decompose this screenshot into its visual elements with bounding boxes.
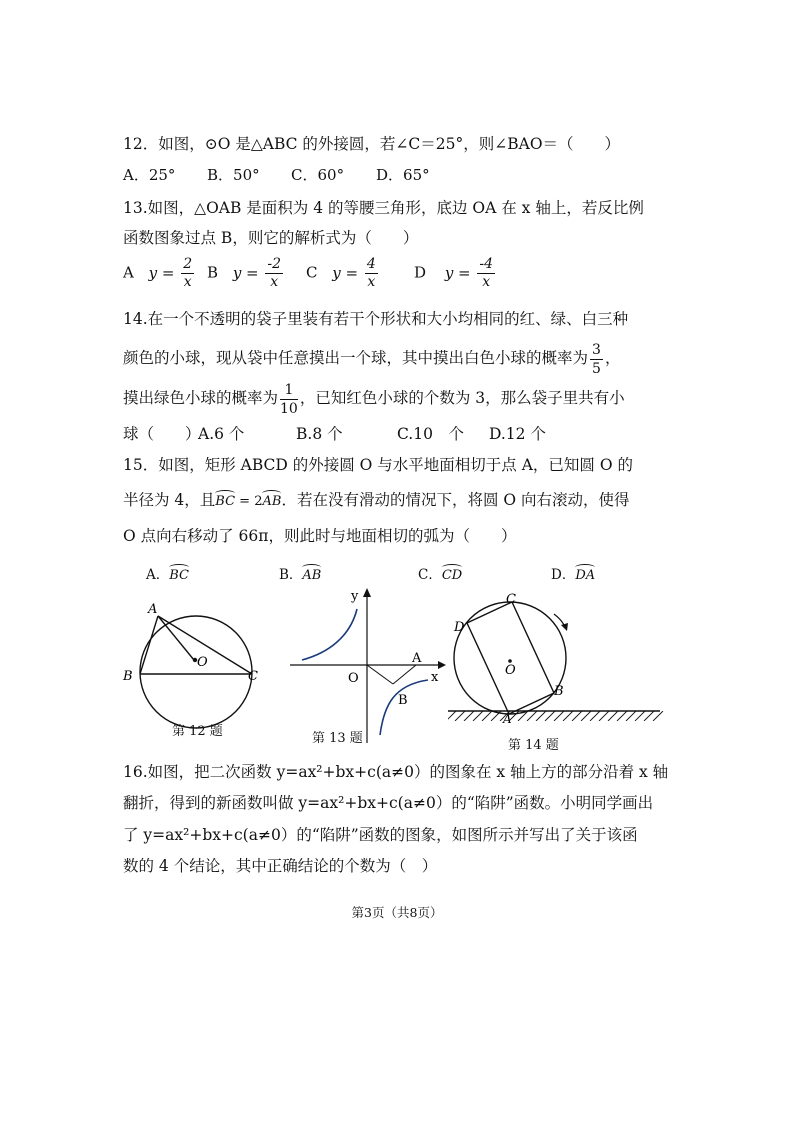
q13-option-c [306,256,380,291]
q13-option-b [207,256,285,291]
q14-line-2-text: 颜色的小球，现从袋中任意摸出一个球，其中摸出白色小球的概率为 [123,349,589,367]
fig14-label-b: B [554,684,564,699]
fig13-label-a: A [412,651,422,666]
q15-option-c [418,569,462,583]
q15-option-b [279,569,321,583]
fig14-caption: 第 14 题 [508,738,559,753]
fig13-curve-upper-left [302,609,357,660]
q15-line-3: O 点向右移动了 66π，则此时与地面相切的弧为（ ） [123,527,517,545]
q12-option-c: C．60° [291,166,345,184]
fig12-label-o: O [197,655,208,670]
q13-option-letter: B [207,263,219,282]
q15-option-arc: DA [575,568,596,583]
figure-13 [288,585,448,745]
fig12-circle [140,616,252,728]
fig14-rectangle [467,602,554,714]
q13-line-2: 函数图象过点 B，则它的解析式为（ ） [123,229,419,247]
page-footer: 第3页（共8页） [351,905,443,920]
fig13-label-b: B [398,693,408,708]
fig13-segment-ob [367,665,393,684]
q15-eq: = 2 [235,494,263,509]
q16-line-1: 16.如图，把二次函数 y=ax²+bx+c(a≠0）的图象在 x 轴上方的部分沿着 x 轴 [123,763,669,781]
q15-line-2 [123,493,630,509]
q14-line-1: 14.在一个不透明的袋子里装有若干个形状和大小均相同的红、绿、白三种 [123,310,629,328]
q12-option-b: B．50° [207,166,260,184]
q13-option-fraction: $\frac{-2}{x}$ [267,256,282,290]
fig14-label-o: O [505,663,516,678]
q13-line-1: 13.如图，△OAB 是面积为 4 的等腰三角形，底边 OA 在 x 轴上，若反比例 [123,199,644,217]
fig13-label-x: x [431,670,439,685]
q15-line-2-post: ．若在没有滑动的情况下，将圆 O 向右滚动，使得 [281,491,630,509]
q13-option-a [123,256,196,291]
q15-option-letter: D． [551,567,576,583]
q15-option-letter: C． [418,567,442,583]
q16-line-4: 数的 4 个结论，其中正确结论的个数为（ ） [123,857,438,875]
q14-line-3-post: ，已知红色小球的个数为 3，那么袋子里共有小 [299,389,625,407]
q13-option-fraction: $\frac{-4}{x}$ [479,256,494,290]
fig13-segment-ab [393,665,416,684]
fig12-segment-ao [158,616,194,660]
fig13-x-arrow [438,661,446,669]
fig13-label-y: y [351,589,359,604]
q13-option-letter: A [123,263,134,282]
q14-green-probability: $\frac{1}{10}$ [280,381,298,417]
q15-option-letter: B． [279,567,303,583]
q15-arc-bc: BC [215,494,236,509]
fig13-label-o: O [348,671,359,686]
fig14-ground-hatch [446,711,663,721]
fig12-label-a: A [148,602,158,617]
q16-line-3: 了 y=ax²+bx+c(a≠0）的“陷阱”函数的图象，如图所示并写出了关于该函 [123,826,638,844]
q14-option-a: A.6 个 [198,425,245,443]
q15-line-1: 15．如图，矩形 ABCD 的外接圆 O 与水平地面相切于点 A，已知圆 O 的 [123,456,633,474]
fig14-rotation-arrowhead [561,623,568,631]
q13-option-d [414,256,497,291]
q14-white-probability: $\frac{3}{5}$ [592,341,601,377]
fig12-label-b: B [123,669,133,684]
q13-option-lhs: y = [148,263,175,282]
fig12-side-ab [140,616,158,674]
q15-arc-ab: AB [262,494,282,509]
q14-line-2: 颜色的小球，现从袋中任意摸出一个球，其中摸出白色小球的概率为 $\frac{3}{5}$ ， [123,341,621,377]
q13-option-lhs: y = [332,263,359,282]
q16-line-2: 翻折，得到的新函数叫做 y=ax²+bx+c(a≠0）的“陷阱”函数。小明同学画出 [123,794,654,812]
q14-line-4-pre: 球（ ） [123,425,201,443]
figure-14 [446,590,668,728]
fig13-y-arrow [363,588,371,597]
fig14-label-d: D [454,620,465,635]
q14-line-3 [123,380,625,422]
q12-stem: 12．如图，⊙O 是△ABC 的外接圆，若∠C＝25°，则∠BAO＝（ ） [123,135,621,153]
q13-option-letter: C [306,263,318,282]
fig14-label-a: A [503,712,512,726]
q15-option-a [146,569,189,583]
q15-option-d [551,569,595,583]
q14-option-b: B.8 个 [296,425,343,443]
q15-option-arc: CD [441,568,463,583]
fig12-caption: 第 12 题 [172,724,223,739]
fig14-label-c: C [506,592,516,607]
q14-option-d: D.12 个 [489,425,546,443]
q15-line-2-pre: 半径为 4，且 [123,491,216,509]
q13-option-fraction: $\frac{2}{x}$ [183,256,193,290]
q15-option-letter: A． [146,567,170,583]
fig12-label-c: C [248,669,258,684]
q14-line-3-pre: 摸出绿色小球的概率为 [123,389,279,407]
q12-option-a: A．25° [123,166,176,184]
q14-line-4 [123,427,683,443]
q14-option-c: C.10 个 [397,425,464,443]
fig14-circle [454,602,566,714]
q12-option-d: D．65° [376,166,430,184]
q13-option-lhs: y = [232,263,259,282]
fig13-caption: 第 13 题 [312,731,363,746]
q13-option-letter: D [414,263,427,282]
q15-option-arc: BC [169,568,189,583]
q13-option-lhs: y = [444,263,471,282]
q13-option-fraction: $\frac{4}{x}$ [366,256,376,290]
q15-option-arc: AB [302,568,322,583]
